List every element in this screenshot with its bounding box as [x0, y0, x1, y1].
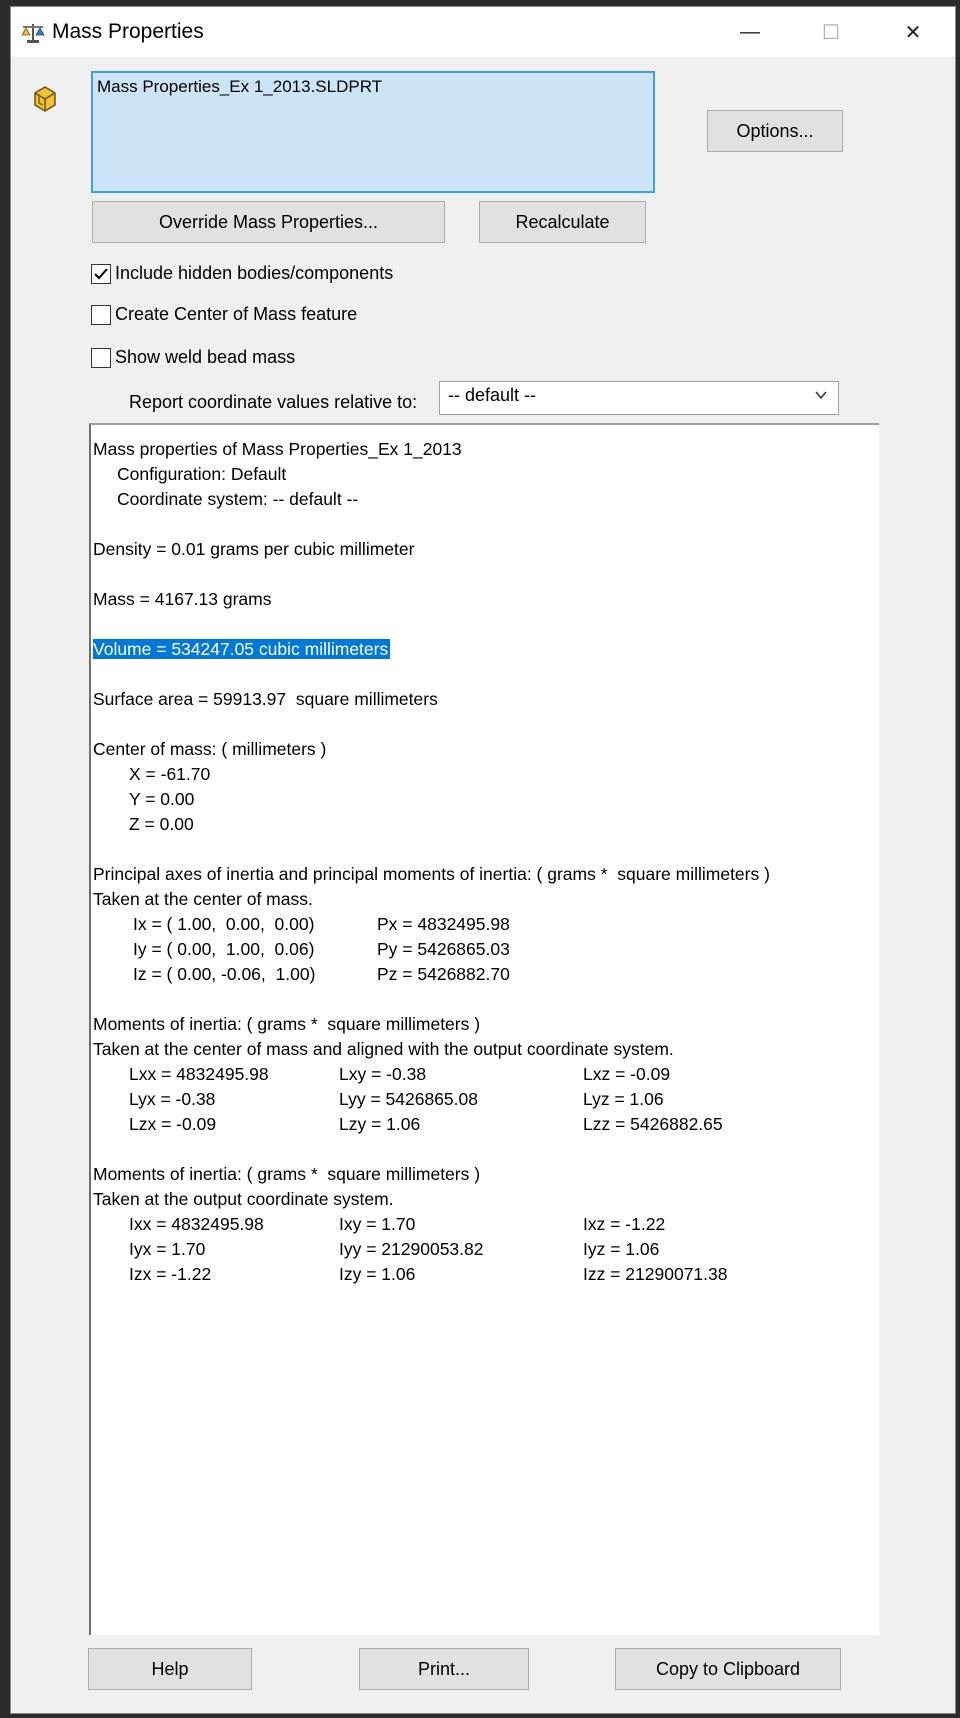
- principal-row: Ix = ( 1.00, 0.00, 0.00) Px = 4832495.98: [133, 914, 510, 934]
- create-com-checkbox[interactable]: [91, 305, 111, 325]
- show-weld-label: Show weld bead mass: [115, 347, 296, 367]
- output-header: Mass properties of Mass Properties_Ex 1_2013: [93, 439, 462, 459]
- include-hidden-checkbox[interactable]: [91, 264, 111, 284]
- output-configuration: Configuration: Default: [117, 464, 287, 484]
- output-volume-selected: Volume = 534247.05 cubic millimeters: [93, 639, 389, 659]
- output-surface-area: Surface area = 59913.97 square millimeters: [93, 689, 438, 709]
- create-com-checkbox-row[interactable]: [91, 304, 357, 325]
- output-com-x: X = -61.70: [129, 764, 211, 784]
- moi-com-row: Lzx = -0.09 Lzy = 1.06 Lzz = 5426882.65: [129, 1114, 723, 1134]
- moi-out-row: Ixx = 4832495.98 Ixy = 1.70 Ixz = -1.22: [129, 1214, 666, 1234]
- maximize-button[interactable]: ☐: [822, 21, 840, 44]
- output-moi-out-taken: Taken at the output coordinate system.: [93, 1189, 394, 1209]
- options-button[interactable]: Options...: [707, 110, 843, 152]
- output-density: Density = 0.01 grams per cubic millimeter: [93, 539, 415, 559]
- include-hidden-label: Include hidden bodies/components: [115, 263, 394, 283]
- selected-file-item[interactable]: Mass Properties_Ex 1_2013.SLDPRT: [97, 77, 383, 96]
- copy-to-clipboard-button[interactable]: Copy to Clipboard: [615, 1648, 841, 1690]
- output-com-header: Center of mass: ( millimeters ): [93, 739, 327, 759]
- moi-out-row: Izx = -1.22 Izy = 1.06 Izz = 21290071.38: [129, 1264, 728, 1284]
- principal-row: Iy = ( 0.00, 1.00, 0.06) Py = 5426865.03: [133, 939, 510, 959]
- recalculate-button[interactable]: Recalculate: [479, 201, 646, 243]
- output-com-y: Y = 0.00: [129, 789, 195, 809]
- include-hidden-checkbox-row[interactable]: [91, 263, 393, 284]
- output-com-z: Z = 0.00: [129, 814, 194, 834]
- mass-properties-dialog: [10, 6, 956, 1714]
- close-button[interactable]: ✕: [904, 21, 922, 44]
- show-weld-checkbox[interactable]: [91, 348, 111, 368]
- report-coordinates-label: Report coordinate values relative to:: [129, 392, 418, 412]
- moi-com-row: Lxx = 4832495.98 Lxy = -0.38 Lxz = -0.09: [129, 1064, 671, 1084]
- coordinate-system-select[interactable]: [439, 381, 839, 415]
- print-button[interactable]: Print...: [359, 1648, 529, 1690]
- show-weld-checkbox-row[interactable]: [91, 347, 295, 368]
- output-principal-header: Principal axes of inertia and principal moments of inertia: ( grams * square millimeters ): [93, 864, 770, 884]
- scale-icon: [21, 21, 45, 45]
- override-mass-properties-button[interactable]: Override Mass Properties...: [92, 201, 445, 243]
- moi-com-row: Lyx = -0.38 Lyy = 5426865.08 Lyz = 1.06: [129, 1089, 664, 1109]
- results-output-area[interactable]: [89, 423, 879, 1635]
- output-moi-com-header: Moments of inertia: ( grams * square millimeters ): [93, 1014, 481, 1034]
- selected-items-list[interactable]: [91, 71, 655, 193]
- output-moi-com-taken: Taken at the center of mass and aligned with the output coordinate system.: [93, 1039, 674, 1059]
- principal-row: Iz = ( 0.00, -0.06, 1.00) Pz = 5426882.70: [133, 964, 510, 984]
- title-bar: [11, 7, 955, 57]
- help-button[interactable]: Help: [88, 1648, 252, 1690]
- window-title: Mass Properties: [52, 20, 204, 43]
- part-icon: [31, 83, 59, 115]
- coordinate-system-value: -- default --: [448, 385, 537, 405]
- checkmark-icon: [93, 266, 109, 282]
- output-coordinate-system: Coordinate system: -- default --: [117, 489, 359, 509]
- moi-out-row: Iyx = 1.70 Iyy = 21290053.82 Iyz = 1.06: [129, 1239, 660, 1259]
- output-moi-out-header: Moments of inertia: ( grams * square millimeters ): [93, 1164, 481, 1184]
- minimize-button[interactable]: —: [740, 20, 760, 43]
- chevron-down-icon: [814, 388, 828, 402]
- create-com-label: Create Center of Mass feature: [115, 304, 358, 324]
- output-mass: Mass = 4167.13 grams: [93, 589, 272, 609]
- output-principal-taken: Taken at the center of mass.: [93, 889, 313, 909]
